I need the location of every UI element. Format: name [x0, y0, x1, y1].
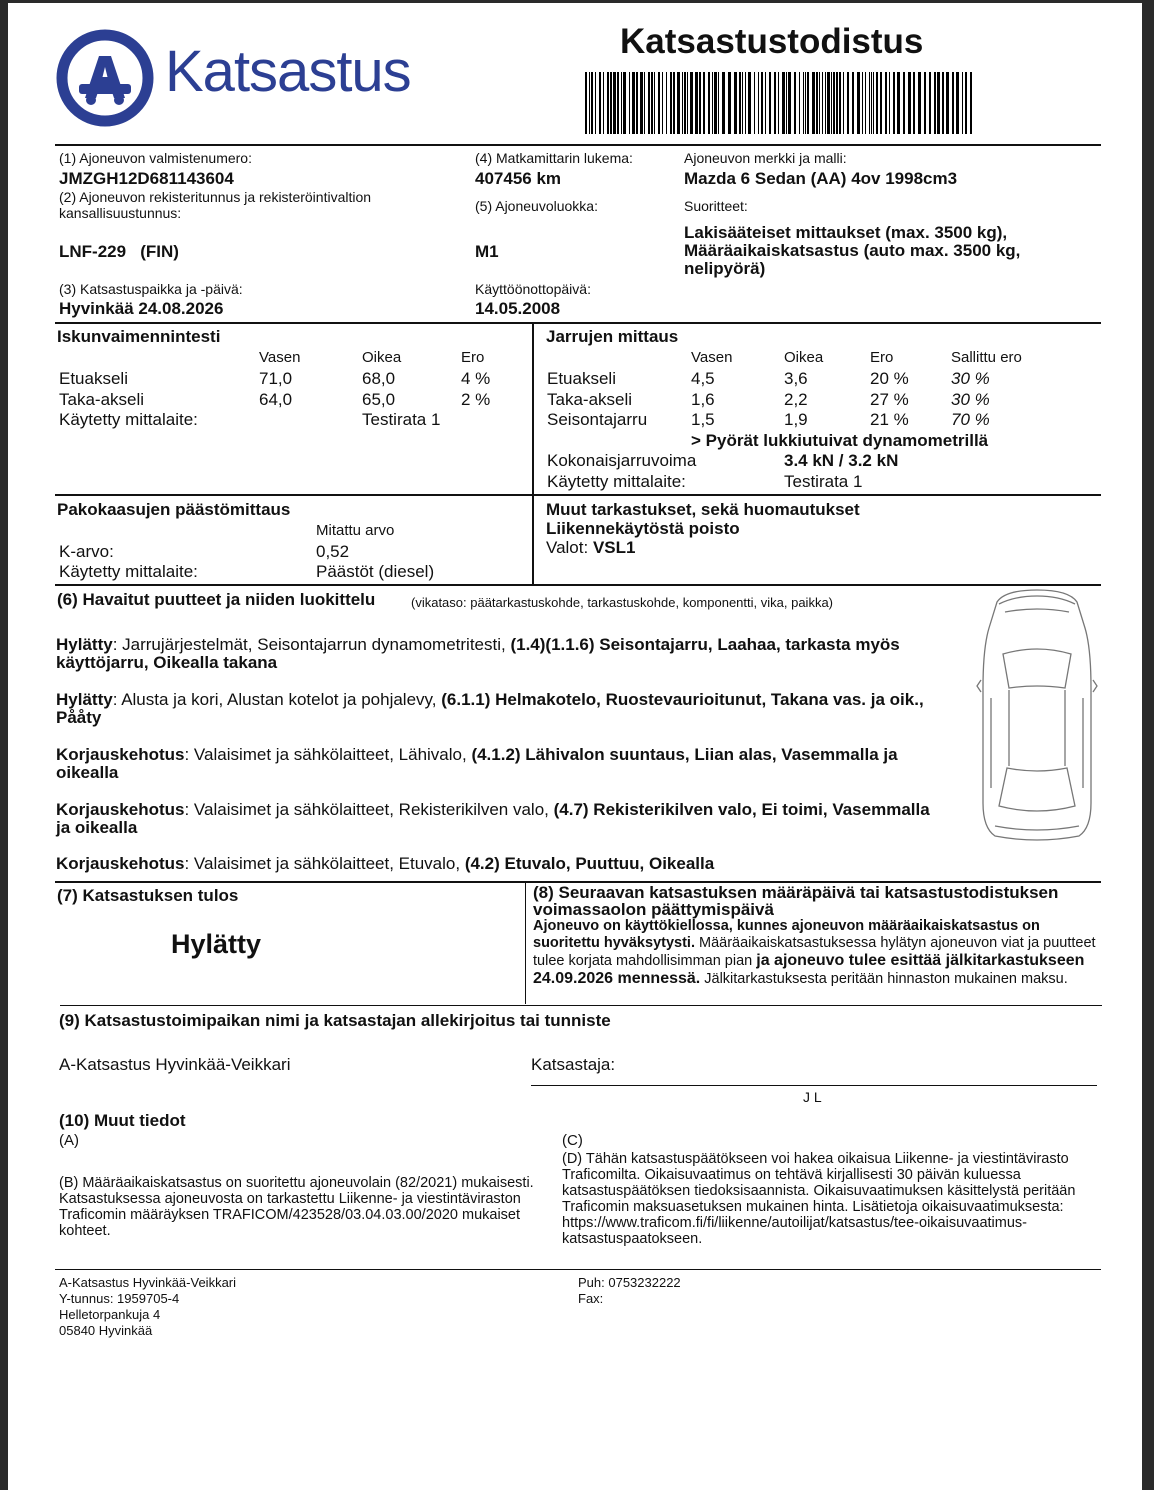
barcode-bar — [869, 72, 870, 134]
window-frame-top — [0, 0, 1154, 3]
brakes-title: Jarrujen mittaus — [546, 327, 679, 346]
window-frame-left — [0, 0, 8, 1490]
make-label: Ajoneuvon merkki ja malli: — [684, 150, 847, 166]
brakes-row-left: 1,5 — [691, 410, 715, 429]
barcode-bar — [684, 72, 686, 134]
divider — [55, 144, 1101, 146]
defect-detail: (1.4)(1.1.6) Seisontajarru, Laahaa, tarkasta myös käyttöjarru, Oikealla takana — [56, 635, 900, 672]
barcode-bar — [946, 72, 949, 134]
defect-item — [56, 691, 946, 727]
barcode-bar — [857, 72, 860, 134]
next-text — [533, 918, 1103, 988]
barcode-bar — [816, 72, 818, 134]
signature-line — [531, 1085, 1097, 1086]
barcode-bar — [799, 72, 800, 134]
brakes-row-allowed: 30 % — [951, 390, 990, 409]
barcode-bar — [623, 72, 626, 134]
reg-label: (2) Ajoneuvon rekisteritunnus ja rekisteröintivaltion kansallisuustunnus: — [59, 189, 372, 221]
brakes-device-value: Testirata 1 — [784, 472, 863, 491]
brakes-total-value: 3.4 kN / 3.2 kN — [784, 451, 899, 470]
barcode-bar — [833, 72, 835, 134]
barcode-bar — [621, 72, 622, 134]
window-frame-right — [1142, 0, 1154, 1490]
barcode-bar — [761, 72, 763, 134]
footer-phone: Puh: 0753232222 — [578, 1275, 681, 1290]
shock-title: Iskunvaimennintesti — [57, 327, 221, 346]
odometer-label: (4) Matkamittarin lukema: — [475, 150, 633, 166]
defect-detail: (4.7) Rekisterikilven valo, Ei toimi, Vasemmalla ja oikealla — [56, 800, 930, 837]
barcode-bar — [708, 72, 710, 134]
vin-value: JMZGH12D681143604 — [59, 169, 234, 188]
divider — [60, 1005, 1102, 1006]
car-diagram-icon — [975, 588, 1099, 842]
brakes-row-allowed: 70 % — [951, 410, 990, 429]
inspector-initials: J L — [803, 1089, 822, 1105]
defect-text: : Alusta ja kori, Alustan kotelot ja pohjalevy, — [112, 690, 442, 709]
brakes-col-right: Oikea — [784, 349, 824, 366]
brakes-col-allowed: Sallittu ero — [951, 349, 1022, 366]
barcode-bar — [728, 72, 731, 134]
column-divider — [532, 323, 534, 584]
barcode-bar — [794, 72, 796, 134]
barcode-bar — [970, 72, 972, 134]
barcode-bar — [952, 72, 954, 134]
defect-detail: (4.1.2) Lähivalon suuntaus, Liian alas, Vasemmalla ja oikealla — [56, 745, 898, 782]
barcode-bar — [636, 72, 638, 134]
lights-value: VSL1 — [592, 538, 636, 557]
defect-severity: Hylätty — [56, 690, 113, 709]
barcode-bar — [865, 72, 866, 134]
first-use-label: Käyttöönottopäivä: — [475, 281, 591, 297]
place-label: (3) Katsastuspaikka ja -päivä: — [59, 281, 243, 297]
barcode-bar — [876, 72, 878, 134]
brakes-col-diff: Ero — [870, 349, 894, 366]
barcode-bar — [699, 72, 701, 134]
column-divider — [525, 882, 526, 1004]
defect-text: : Valaisimet ja sähkölaitteet, Rekisterikilven valo, — [184, 800, 554, 819]
result-title: (7) Katsastuksen tulos — [57, 886, 239, 905]
barcode-bar — [843, 72, 844, 134]
shock-device-value: Testirata 1 — [362, 410, 441, 429]
barcode-bar — [962, 72, 963, 134]
brakes-row-diff: 27 % — [870, 390, 909, 409]
brakes-total-label: Kokonaisjarruvoima — [547, 451, 697, 470]
brakes-row-right: 2,2 — [784, 390, 808, 409]
barcode-bar — [803, 72, 804, 134]
document-title: Katsastustodistus — [620, 22, 924, 61]
defect-detail: (4.2) Etuvalo, Puuttuu, Oikealla — [464, 854, 715, 873]
barcode-bar — [825, 72, 826, 134]
shock-device-label: Käytetty mittalaite: — [59, 410, 198, 429]
next-bold-2: ja ajoneuvo tulee esittää jälkitarkastukseen 24.09.2026 mennessä. — [533, 952, 1085, 987]
footer-fax: Fax: — [578, 1291, 604, 1306]
barcode-bar — [788, 72, 791, 134]
brakes-row-diff: 21 % — [870, 410, 909, 429]
barcode-bar — [786, 72, 787, 134]
barcode-bar — [929, 72, 931, 134]
barcode-bar — [677, 72, 680, 134]
defect-item — [56, 801, 946, 837]
first-use-value: 14.05.2008 — [475, 299, 561, 318]
barcode-bar — [924, 72, 926, 134]
barcode-bar — [839, 72, 841, 134]
defect-item — [56, 746, 946, 782]
barcode-bar — [712, 72, 713, 134]
brakes-row-label: Taka-akseli — [547, 390, 633, 409]
other-title: Muut tarkastukset, sekä huomautukset — [546, 500, 860, 519]
barcode-bar — [670, 72, 672, 134]
brakes-row-label: Seisontajarru — [547, 410, 648, 429]
footer-postal: 05840 Hyvinkää — [59, 1323, 153, 1338]
barcode-bar — [758, 72, 759, 134]
next-plain-2: Jälkitarkastuksesta peritään hinnaston mukainen maksu. — [700, 971, 1068, 987]
other-lights — [546, 538, 635, 558]
station-name: A-Katsastus Hyvinkää-Veikkari — [59, 1055, 291, 1074]
logo-emblem-icon — [55, 28, 155, 128]
defects-title: (6) Havaitut puutteet ja niiden luokittelu — [57, 590, 376, 609]
emissions-k-label: K-arvo: — [59, 542, 114, 561]
footer-street: Helletorpankuja 4 — [59, 1307, 161, 1322]
place-value: Hyvinkää 24.08.2026 — [59, 299, 224, 318]
defect-severity: Korjauskehotus — [56, 745, 185, 764]
brakes-row-label: Etuakseli — [547, 369, 616, 388]
odometer-value: 407456 km — [475, 169, 562, 188]
barcode-bar — [871, 72, 872, 134]
performed-value: Lakisääteiset mittaukset (max. 3500 kg), Määräaikaiskatsastus (auto max. 3500 kg, nelipyörä) — [684, 223, 1021, 278]
other-subtitle: Liikennekäytöstä poisto — [546, 519, 740, 538]
barcode-bar — [965, 72, 967, 134]
barcode-bar — [748, 72, 751, 134]
next-bold-1: Ajoneuvo on käyttökiellossa, kunnes ajoneuvon määräaikaiskatsastus on suoritettu hyväksytysti. — [533, 918, 1040, 951]
misc-b: (B) Määräaikaiskatsastus on suoritettu ajoneuvolain (82/2021) mukaisesti. Katsastuksessa ajoneuvosta on tarkastettu Liikenne- ja viestintäviraston Traficomin määräyksen TRAFICOM/423528/03.04.03.00/2020 mukaiset kohteet. — [59, 1175, 534, 1239]
divider — [55, 584, 1101, 586]
barcode-bar — [632, 72, 635, 134]
barcode-bar — [885, 72, 887, 134]
divider — [55, 322, 1101, 324]
barcode-bar — [703, 72, 705, 134]
barcode-bar — [673, 72, 675, 134]
defects-legend: (vikataso: päätarkastuskohde, tarkastuskohde, komponentti, vika, paikka) — [411, 595, 833, 610]
barcode-bar — [754, 72, 755, 134]
lights-label: Valot: — [546, 538, 589, 557]
barcode-bar — [769, 72, 771, 134]
barcode-bar — [897, 72, 900, 134]
signature-title: (9) Katsastustoimipaikan nimi ja katsastajan allekirjoitus tai tunniste — [59, 1011, 611, 1030]
shock-row-label: Taka-akseli — [59, 390, 145, 409]
barcode-bar — [687, 72, 688, 134]
emissions-k-value: 0,52 — [316, 542, 350, 561]
brakes-note: > Pyörät lukkiutuivat dynamometrillä — [691, 431, 989, 450]
inspector-label: Katsastaja: — [531, 1055, 616, 1074]
barcode-bar — [599, 72, 601, 134]
shock-row-right: 68,0 — [362, 369, 396, 388]
emissions-device-label: Käytetty mittalaite: — [59, 562, 198, 581]
barcode-bar — [819, 72, 820, 134]
divider — [55, 1269, 1101, 1270]
misc-title: (10) Muut tiedot — [59, 1111, 186, 1130]
barcode-bar — [589, 72, 590, 134]
emissions-device-value: Päästöt (diesel) — [316, 562, 435, 581]
barcode-bar — [831, 72, 832, 134]
barcode-bar — [658, 72, 660, 134]
next-title: (8) Seuraavan katsastuksen määräpäivä tai katsastustodistuksen voimassaolon päättymispäivä — [533, 883, 1059, 919]
brakes-row-left: 4,5 — [691, 369, 715, 388]
barcode-bar — [607, 72, 609, 134]
barcode-bar — [934, 72, 936, 134]
barcode-bar — [918, 72, 921, 134]
barcode — [585, 72, 975, 134]
brakes-row-diff: 20 % — [870, 369, 909, 388]
emissions-title: Pakokaasujen päästömittaus — [57, 500, 291, 519]
defect-text: : Jarrujärjestelmät, Seisontajarrun dynamometritesti, — [112, 635, 511, 654]
barcode-bar — [613, 72, 616, 134]
brakes-row-right: 3,6 — [784, 369, 808, 388]
barcode-bar — [648, 72, 650, 134]
barcode-bar — [847, 72, 849, 134]
shock-col-left: Vasen — [259, 349, 301, 366]
shock-row-left: 64,0 — [259, 390, 293, 409]
barcode-bar — [654, 72, 655, 134]
barcode-bar — [666, 72, 667, 134]
barcode-bar — [827, 72, 830, 134]
barcode-bar — [765, 72, 766, 134]
defect-text: : Valaisimet ja sähkölaitteet, Lähivalo, — [184, 745, 472, 764]
barcode-bar — [913, 72, 915, 134]
barcode-bar — [807, 72, 809, 134]
barcode-bar — [722, 72, 725, 134]
barcode-bar — [862, 72, 863, 134]
logo-text: Katsastus — [165, 39, 411, 104]
barcode-bar — [852, 72, 854, 134]
barcode-bar — [745, 72, 746, 134]
barcode-bar — [585, 72, 587, 134]
barcode-bar — [880, 72, 882, 134]
barcode-bar — [739, 72, 741, 134]
barcode-bar — [603, 72, 604, 134]
barcode-bar — [889, 72, 890, 134]
barcode-bar — [822, 72, 823, 134]
class-label: (5) Ajoneuvoluokka: — [475, 198, 598, 214]
barcode-bar — [908, 72, 911, 134]
brakes-row-left: 1,6 — [691, 390, 715, 409]
barcode-bar — [873, 72, 874, 134]
defect-item — [56, 636, 946, 672]
barcode-bar — [617, 72, 619, 134]
brakes-row-right: 1,9 — [784, 410, 808, 429]
barcode-bar — [903, 72, 905, 134]
barcode-bar — [778, 72, 779, 134]
shock-row-label: Etuakseli — [59, 369, 128, 388]
barcode-bar — [682, 72, 683, 134]
footer-name: A-Katsastus Hyvinkää-Veikkari — [59, 1275, 237, 1290]
defect-severity: Korjauskehotus — [56, 854, 185, 873]
barcode-bar — [836, 72, 838, 134]
barcode-bar — [610, 72, 612, 134]
emissions-col-measured: Mitattu arvo — [316, 522, 395, 539]
shock-row-diff: 2 % — [461, 390, 491, 409]
defect-severity: Korjauskehotus — [56, 800, 185, 819]
brakes-device-label: Käytetty mittalaite: — [547, 472, 686, 491]
brakes-col-left: Vasen — [691, 349, 733, 366]
barcode-bar — [640, 72, 643, 134]
barcode-bar — [690, 72, 693, 134]
misc-d: (D) Tähän katsastuspäätökseen voi hakea oikaisua Liikenne- ja viestintävirasto Traficomilta. Oikaisuvaatimus on tehtävä kirjallisesti 30 päivän kuluessa katsastuspäätöksen tiedoksisaannista. Oikaisuvaatimuksen käsittelystä peritään Traficomin maksuasetuksen mukainen hinta. Lisätietoja oikaisuvaatimuksesta: https://www.traficom.fi/fi/liikenne/autoilijat/katsastus/tee-oikaisuvaatimus-katsastuspaatokseen. — [562, 1151, 1076, 1247]
make-value: Mazda 6 Sedan (AA) 4ov 1998cm3 — [684, 169, 958, 188]
brakes-row-allowed: 30 % — [951, 369, 990, 388]
barcode-bar — [718, 72, 719, 134]
barcode-bar — [662, 72, 663, 134]
barcode-bar — [782, 72, 785, 134]
defect-item — [56, 855, 946, 873]
vin-label: (1) Ajoneuvon valmistenumero: — [59, 150, 252, 166]
reg-value: LNF-229 (FIN) — [59, 242, 179, 261]
misc-a: (A) — [59, 1132, 79, 1149]
next-plain-1: Määräaikaiskatsastuksessa hylätyn ajoneuvon viat ja puutteet tulee korjata mahdollisimman pian — [533, 935, 1096, 969]
barcode-bar — [805, 72, 806, 134]
barcode-bar — [956, 72, 959, 134]
shock-col-right: Oikea — [362, 349, 402, 366]
barcode-bar — [591, 72, 593, 134]
barcode-bar — [734, 72, 737, 134]
defect-detail: (6.1.1) Helmakotelo, Ruostevaurioitunut, Takana vas. ja oik., Pååty — [56, 690, 924, 727]
defect-severity: Hylätty — [56, 635, 113, 654]
misc-c: (C) — [562, 1132, 583, 1149]
barcode-bar — [714, 72, 717, 134]
shock-row-diff: 4 % — [461, 369, 491, 388]
barcode-bar — [742, 72, 743, 134]
barcode-bar — [812, 72, 815, 134]
class-value: M1 — [475, 242, 499, 261]
barcode-bar — [651, 72, 653, 134]
barcode-bar — [893, 72, 895, 134]
divider — [55, 494, 1101, 496]
shock-row-left: 71,0 — [259, 369, 293, 388]
shock-row-right: 65,0 — [362, 390, 396, 409]
barcode-bar — [695, 72, 698, 134]
barcode-bar — [644, 72, 645, 134]
barcode-bar — [942, 72, 944, 134]
barcode-bar — [774, 72, 776, 134]
result-value: Hylätty — [171, 929, 262, 959]
footer-ytunnus: Y-tunnus: 1959705-4 — [59, 1291, 180, 1306]
defect-text: : Valaisimet ja sähkölaitteet, Etuvalo, — [184, 854, 465, 873]
shock-col-diff: Ero — [461, 349, 485, 366]
barcode-bar — [629, 72, 630, 134]
barcode-bar — [595, 72, 596, 134]
barcode-bar — [937, 72, 940, 134]
performed-label: Suoritteet: — [684, 198, 748, 214]
